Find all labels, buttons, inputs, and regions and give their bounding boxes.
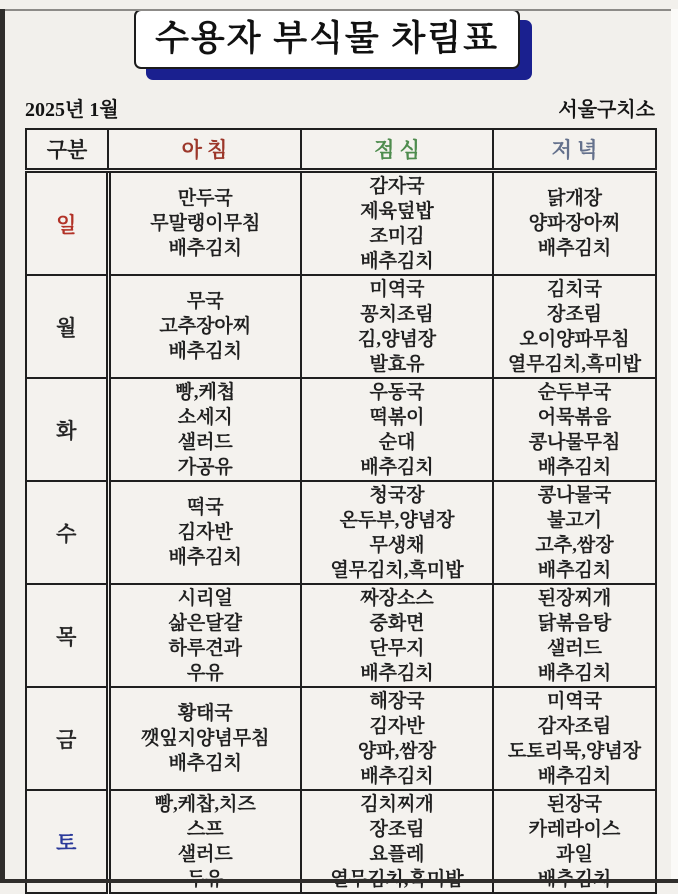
facility-label: 서울구치소 — [558, 99, 655, 121]
menu-item: 제육덮밥 — [360, 200, 434, 222]
lunch-cell — [301, 171, 493, 276]
menu-item: 장조림 — [369, 818, 425, 840]
menu-item: 배추김치 — [168, 753, 242, 774]
menu-item: 중화면 — [369, 612, 425, 634]
menu-item: 샐러드 — [177, 431, 233, 453]
dinner-cell — [493, 790, 656, 893]
day-cell: 목 — [26, 584, 108, 687]
table-row — [26, 584, 656, 687]
breakfast-cell — [108, 481, 301, 584]
menu-item: 삶은달걀 — [168, 612, 242, 634]
menu-item: 장조림 — [546, 303, 603, 325]
menu-item: 배추김치 — [537, 662, 612, 684]
menu-item: 미역국 — [369, 278, 425, 300]
breakfast-cell — [108, 687, 301, 790]
breakfast-cell — [108, 584, 301, 687]
menu-item: 배추김치 — [537, 765, 612, 787]
page-title: 수용자 부식물 차림표 — [155, 19, 499, 58]
lunch-cell — [301, 378, 493, 481]
menu-item: 무말랭이무침 — [150, 213, 261, 234]
menu-item: 스프 — [186, 818, 224, 840]
day-cell: 월 — [26, 275, 108, 378]
menu-item: 샐러드 — [177, 843, 233, 865]
menu-item: 김자반 — [369, 715, 425, 737]
menu-item: 배추김치 — [168, 238, 242, 259]
breakfast-cell — [108, 378, 301, 481]
column-header-breakfast: 아 침 — [108, 129, 301, 171]
lunch-cell — [301, 790, 493, 893]
menu-item: 미역국 — [546, 690, 603, 712]
menu-item: 샐러드 — [546, 637, 603, 659]
menu-item: 배추김치 — [537, 456, 612, 478]
menu-item: 김자반 — [177, 522, 233, 543]
menu-item: 만두국 — [177, 188, 233, 209]
menu-item: 카레라이스 — [528, 818, 621, 840]
breakfast-cell — [108, 171, 301, 276]
menu-item: 꽁치조림 — [360, 303, 434, 325]
photo-edge-right — [671, 9, 678, 883]
header-row — [26, 129, 656, 171]
column-header-lunch: 점 심 — [301, 129, 493, 171]
menu-item: 배추김치 — [168, 547, 242, 568]
menu-item: 닭볶음탕 — [537, 612, 612, 634]
menu-item: 열무김치,흑미밥 — [507, 353, 642, 375]
menu-item: 배추김치 — [360, 765, 434, 787]
menu-item: 양파장아찌 — [528, 213, 621, 234]
menu-item: 도토리묵,양념장 — [507, 740, 642, 762]
table-row — [26, 171, 656, 276]
menu-item: 발효유 — [369, 353, 425, 375]
menu-item: 우유 — [186, 662, 224, 684]
day-cell: 토 — [26, 790, 108, 893]
menu-item: 무생채 — [369, 534, 425, 556]
day-cell: 금 — [26, 687, 108, 790]
menu-item: 빵,케찹,치즈 — [154, 793, 256, 815]
lunch-cell — [301, 584, 493, 687]
menu-item: 김치찌개 — [360, 793, 434, 815]
menu-item: 시리얼 — [177, 587, 233, 609]
menu-table — [25, 128, 657, 894]
menu-item: 김치국 — [546, 278, 603, 300]
menu-item: 깻잎지양념무침 — [141, 728, 270, 749]
table-row — [26, 481, 656, 584]
menu-item: 오이양파무침 — [519, 328, 630, 350]
menu-item: 배추김치 — [537, 238, 612, 259]
menu-item: 불고기 — [546, 509, 603, 531]
photo-edge-bottom — [0, 879, 678, 883]
menu-item: 배추김치 — [360, 662, 434, 684]
menu-item: 온두부,양념장 — [339, 509, 455, 531]
menu-item: 청국장 — [369, 484, 425, 506]
menu-item: 감자국 — [369, 175, 425, 197]
menu-item: 조미김 — [369, 225, 425, 247]
menu-item: 단무지 — [369, 637, 425, 659]
menu-item: 우동국 — [369, 381, 425, 403]
menu-item: 해장국 — [369, 690, 425, 712]
dinner-cell — [493, 275, 656, 378]
day-cell: 수 — [26, 481, 108, 584]
menu-item: 닭개장 — [546, 188, 603, 209]
menu-item: 빵,케첩 — [175, 381, 236, 403]
lunch-cell — [301, 481, 493, 584]
menu-item: 어묵볶음 — [537, 406, 612, 428]
column-header-dinner: 저 녁 — [493, 129, 656, 171]
table-row — [26, 790, 656, 893]
menu-item: 떡볶이 — [369, 406, 425, 428]
menu-item: 짜장소스 — [360, 587, 434, 609]
table-row — [26, 275, 656, 378]
column-header-category: 구분 — [26, 129, 108, 171]
menu-item: 양파,쌈장 — [357, 740, 437, 762]
menu-item: 요플레 — [369, 843, 425, 865]
menu-item: 하루견과 — [168, 637, 242, 659]
breakfast-cell — [108, 275, 301, 378]
menu-item: 무국 — [186, 291, 224, 312]
lunch-cell — [301, 275, 493, 378]
menu-item: 콩나물무침 — [528, 431, 621, 453]
menu-item: 배추김치 — [537, 559, 612, 581]
menu-item: 가공유 — [177, 456, 233, 478]
lunch-cell — [301, 687, 493, 790]
table-row — [26, 378, 656, 481]
dinner-cell — [493, 481, 656, 584]
menu-item: 황태국 — [177, 703, 233, 724]
menu-item: 김,양념장 — [357, 328, 437, 350]
menu-item: 배추김치 — [360, 456, 434, 478]
dinner-cell — [493, 687, 656, 790]
photo-edge-left — [0, 9, 5, 883]
menu-item: 콩나물국 — [537, 484, 612, 506]
menu-item: 열무김치,흑미밥 — [330, 559, 464, 581]
breakfast-cell — [108, 790, 301, 893]
menu-item: 과일 — [556, 843, 593, 865]
day-cell: 화 — [26, 378, 108, 481]
menu-item: 순두부국 — [537, 381, 612, 403]
dinner-cell — [493, 171, 656, 276]
menu-item: 고추,쌈장 — [535, 534, 614, 556]
dinner-cell — [493, 378, 656, 481]
menu-item: 소세지 — [177, 406, 233, 428]
title-box — [134, 9, 520, 69]
menu-item: 된장찌개 — [537, 587, 612, 609]
menu-item: 배추김치 — [168, 341, 242, 362]
day-cell: 일 — [26, 171, 108, 276]
menu-item: 떡국 — [186, 497, 224, 518]
table-row — [26, 687, 656, 790]
menu-item: 고추장아찌 — [159, 316, 252, 337]
subheader — [25, 93, 655, 122]
photo-edge-top — [0, 9, 678, 11]
menu-item: 된장국 — [546, 793, 603, 815]
month-label: 2025년 1월 — [25, 99, 119, 121]
menu-item: 순대 — [378, 431, 416, 453]
menu-item: 감자조림 — [537, 715, 612, 737]
dinner-cell — [493, 584, 656, 687]
menu-item: 배추김치 — [360, 250, 434, 272]
